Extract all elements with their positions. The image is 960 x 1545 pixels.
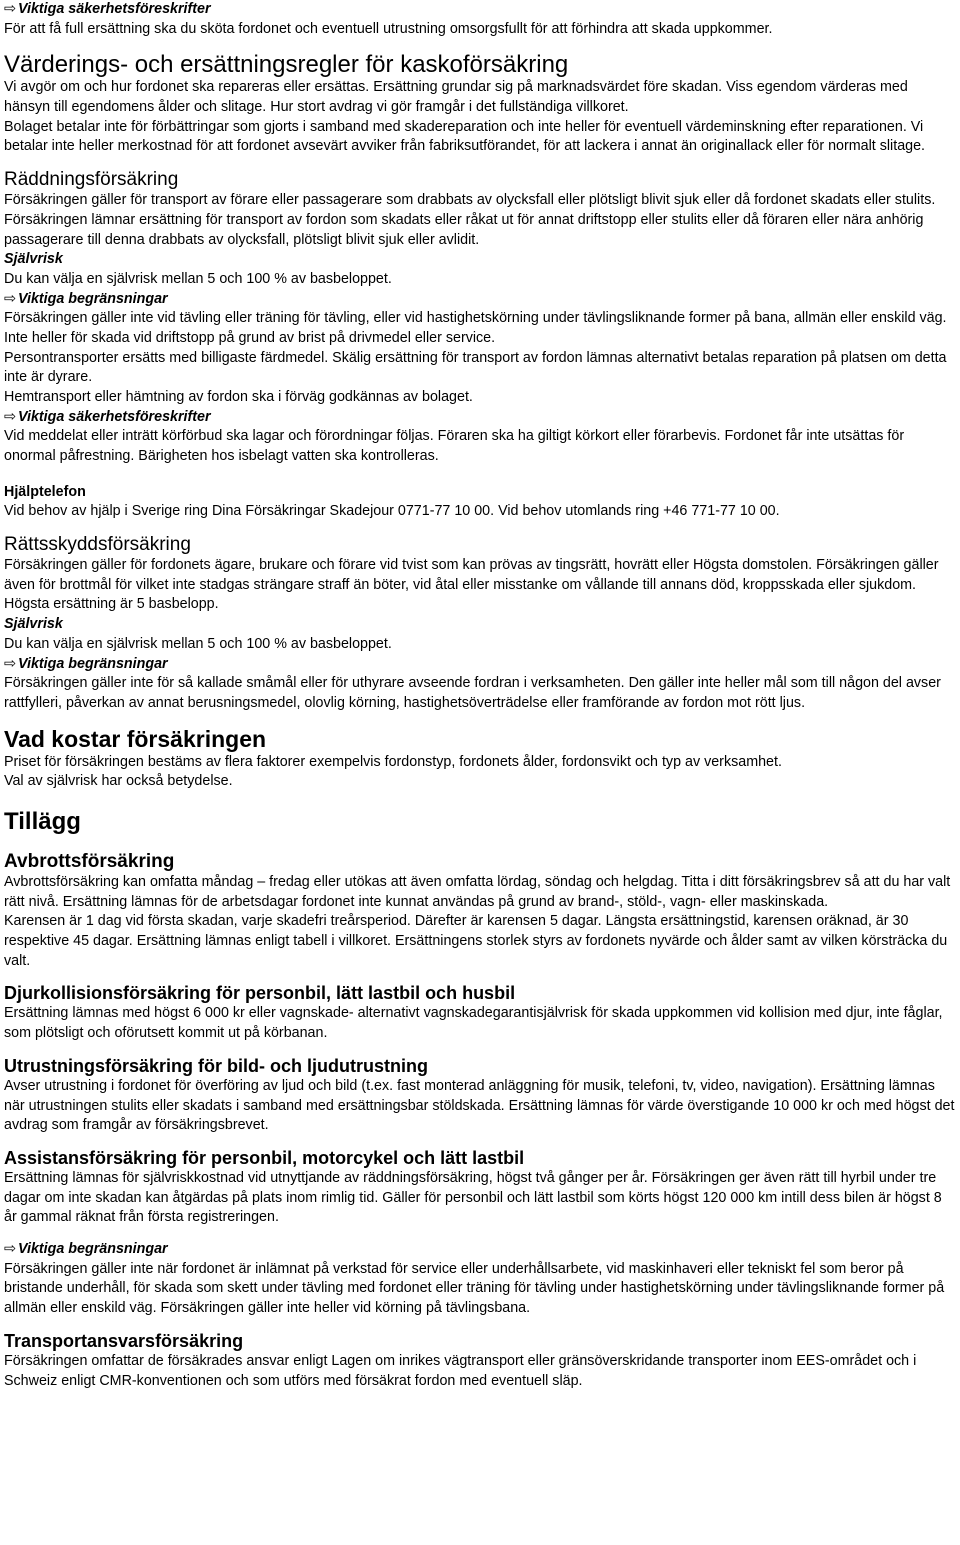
rescue-limits-heading: ⇨ Viktiga begränsningar: [4, 290, 168, 307]
animal-collision-text: Ersättning lämnas med högst 6 000 kr eller vagnskade- alternativt vagnskadegarantisjälvrisk för skada uppkommen vid kollision med djur, inte fåglar, som plötsligt och oförutsett kommit ut på körbanan.: [4, 1005, 943, 1042]
helpline-text: Vid behov av hjälp i Sverige ring Dina Försäkringar Skadejour 0771-77 10 00. Vid behov utomlands ring +46 771-77 10 00.: [4, 503, 780, 520]
cost-paragraph-2: Val av självrisk har också betydelse.: [4, 773, 233, 790]
safety-rules-text: För att få full ersättning ska du sköta fordonet och eventuell utrustning omsorgsfullt för att förhindra att skada uppkommer.: [4, 20, 773, 37]
section-heading-rescue: Räddningsförsäkring: [4, 169, 179, 191]
section-heading-addons: Tillägg: [4, 807, 81, 835]
assistance-text: Ersättning lämnas för självriskkostnad vid utnyttjande av räddningsförsäkring, högst två gånger per år. Försäkringen ger även rätt till hyrbil under tre dagar om inte skadan kan åtgärdas på plats inom rimlig tid. Gäller för personbil och lätt lastbil som körts högst 120 000 km intill dess bilen är högst 8 år gammal räknat från första registreringen.: [4, 1169, 942, 1226]
rescue-safety-heading: ⇨ Viktiga säkerhetsföreskrifter: [4, 408, 211, 425]
rescue-limits-text-1: Försäkringen gäller inte vid tävling eller träning för tävling, eller vid hastighetskörning under tävlingsliknande former på bana, allmän eller enskild väg. Inte heller för skada vid driftstopp på grund av brist på drivmedel eller service.: [4, 310, 947, 346]
interruption-paragraph-2: Karensen är 1 dag vid första skadan, varje skadefri treårsperiod. Därefter är karensen 5 dagar. Längsta ersättningstid, karensen oräknad, är 30 respektive 45 dagar. Ersättning lämnas enligt tabell i villkoret. Ersättningens storlek styrs av fordonets nyvärde och ålder samt av vilken körsträcka du valt.: [4, 913, 948, 969]
arrow-right-icon: ⇨: [4, 1, 16, 17]
cost-paragraph-1: Priset för försäkringen bestäms av flera faktorer exempelvis fordonstyp, fordonets ålder, fordonsvikt och typ av verksamhet.: [4, 753, 782, 770]
rescue-paragraph: Försäkringen gäller för transport av förare eller passagerare som drabbats av olycksfall eller plötsligt blivit sjuk eller då fordonet skadats eller stulits. Försäkringen lämnar ersättning för transport av fordon som skadats eller råkat ut för annat driftstopp eller stulits eller då föraren eller nära anhörig passagerare till denna drabbats av olycksfall, plötsligt blivit sjuk eller avlidit.: [4, 192, 936, 248]
interruption-paragraph-1: Avbrottsförsäkring kan omfatta måndag – fredag eller utökas att även omfatta lördag, söndag och helgdag. Titta i ditt försäkringsbrev så att du har valt rätt nivå. Ersättning lämnas för de arbetsdagar fordonet inte kunnat användas på grund av brand-, stöld-, vagn- eller maskinskada.: [4, 873, 951, 910]
legal-paragraph: Försäkringen gäller för fordonets ägare, brukare och förare vid tvist som kan prövas av tingsrätt, hovrätt eller Högsta domstolen. Försäkringen gäller även för brottmål för vilket inte stadgas strängare straff än böter, vid åtal eller misstanke om vållande till annans död, kroppsskada eller sjukdom. Högsta ersättning är 5 basbelopp.: [4, 557, 939, 613]
arrow-right-icon: ⇨: [4, 655, 16, 672]
rescue-safety-text: Vid meddelat eller inträtt körförbud ska lagar och förordningar följas. Föraren ska ha giltigt körkort eller förarbevis. Fordonet får inte utsättas för onormal påfrestning. Bärigheten hos isbelagt vatten ska kontrolleras.: [4, 428, 905, 465]
addon-heading-assistance: Assistansförsäkring för personbil, motorcykel och lätt lastbil: [4, 1147, 525, 1168]
section-heading-legal: Rättsskyddsförsäkring: [4, 534, 191, 556]
assistance-limits-heading: ⇨ Viktiga begränsningar: [4, 1241, 168, 1258]
addon-heading-animal-collision: Djurkollisionsförsäkring för personbil, lätt lastbil och husbil: [4, 983, 516, 1004]
rescue-limits-text-3: Hemtransport eller hämtning av fordon ska i förväg godkännas av bolaget.: [4, 389, 473, 406]
rescue-deductible-text: Du kan välja en självrisk mellan 5 och 100 % av basbeloppet.: [4, 270, 392, 287]
arrow-right-icon: ⇨: [4, 1241, 16, 1258]
valuation-paragraph-1: Vi avgör om och hur fordonet ska repareras eller ersättas. Ersättning grundar sig på marknadsvärdet före skadan. Viss egendom värderas med hänsyn till egendomens ålder och slitage. Hur stort avdrag vi gör framgår i det fullständiga villkoret.: [4, 79, 908, 115]
section-heading-valuation: Värderings- och ersättningsregler för kaskoförsäkring: [4, 51, 569, 79]
addon-heading-transport-liability: Transportansvarsförsäkring: [4, 1330, 244, 1351]
addon-heading-equipment: Utrustningsförsäkring för bild- och ljudutrustning: [4, 1055, 428, 1076]
rescue-deductible-label: Självrisk: [4, 251, 63, 268]
arrow-right-icon: ⇨: [4, 290, 16, 307]
legal-deductible-label: Självrisk: [4, 616, 63, 633]
safety-rules-heading: ⇨ Viktiga säkerhetsföreskrifter: [4, 1, 211, 17]
valuation-paragraph-2: Bolaget betalar inte för förbättringar som gjorts i samband med skadereparation och inte heller för eventuell värdeminskning efter reparationen. Vi betalar inte heller merkostnad för att fordonet avsevärt avviker från fabriksutförandet, för att lackera i annat än originallack eller för normalt slitage.: [4, 118, 926, 155]
section-heading-cost: Vad kostar försäkringen: [4, 725, 267, 752]
addon-heading-interruption: Avbrottsförsäkring: [4, 850, 175, 872]
helpline-label: Hjälptelefon: [4, 483, 86, 500]
legal-deductible-text: Du kan välja en självrisk mellan 5 och 100 % av basbeloppet.: [4, 635, 392, 652]
arrow-right-icon: ⇨: [4, 408, 16, 425]
rescue-limits-text-2: Persontransporter ersätts med billigaste färdmedel. Skälig ersättning för transport av fordon lämnas alternativt betalas reparation på platsen om detta inte är dyrare.: [4, 349, 947, 386]
equipment-text: Avser utrustning i fordonet för överföring av ljud och bild (t.ex. fast monterad anläggning för musik, telefoni, tv, video, navigation). Ersättning lämnas när utrustningen stulits eller skadats i samband med ersättningsbar stöldskada. Ersättning lämnas för värde överstigande 10 000 kr och med högst det avdrag som framgår av försäkringsbrevet.: [4, 1077, 955, 1134]
assistance-limits-text: Försäkringen gäller inte när fordonet är inlämnat på verkstad för service eller underhållsarbete, vid maskinhaveri eller tekniskt fel som beror på bristande underhåll, för skada som skett under tävling med fordonet eller träning för tävling under hastighetskörning under tävlingsliknande former på allmän eller enskild väg. Försäkringen gäller inte heller vid körning på tävlingsbana.: [4, 1260, 945, 1317]
legal-limits-text: Försäkringen gäller inte för så kallade småmål eller för uthyrare avseende fordran i verksamheten. Den gäller inte heller mål som till någon del avser rattfylleri, påverkan av annat berusningsmedel, olovlig körning, hastighetsöverträdelse eller framförande av fordon mot rött ljus.: [4, 675, 941, 711]
transport-liability-text: Försäkringen omfattar de försäkrades ansvar enligt Lagen om inrikes vägtransport eller gränsöverskridande transporter inom EES-området och i Schweiz enligt CMR-konventionen och som utförs med försäkrat fordon med eventuell släp.: [4, 1352, 917, 1389]
legal-limits-heading: ⇨ Viktiga begränsningar: [4, 655, 168, 672]
